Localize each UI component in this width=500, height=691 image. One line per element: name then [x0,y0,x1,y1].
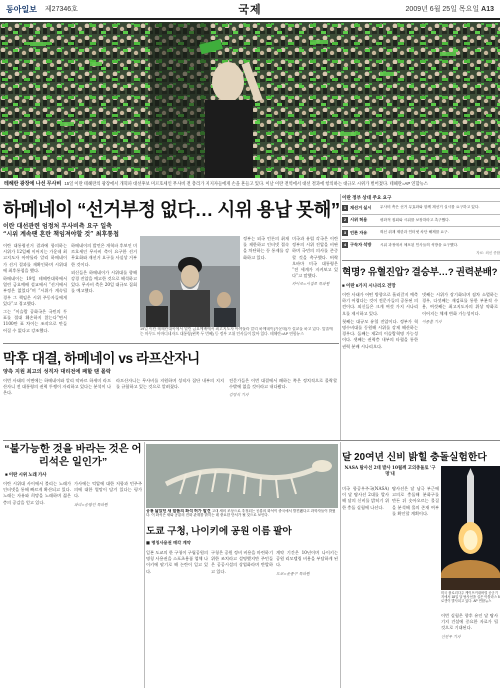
song-col-1 [3,481,71,686]
paragraph: 이번 실험은 향후 유인 달 탐사 기지 건설에 중요한 자료가 될 것으로 기대된다. [441,613,498,631]
divider [342,260,500,261]
sidebar-credit: 자료: 외신 종합 [476,251,500,255]
fossil-caption [146,509,338,522]
masthead [0,0,500,20]
column-divider [340,442,341,688]
byline: 도쿄=윤종구 특파원 [276,570,310,576]
scenario-col-1 [342,292,418,438]
main-story-col-1 [3,243,67,343]
paragraph: 이란 대통령선거 결과에 항의하는 시위가 12일째 이어지는 가운데 최고지도자 아야톨라 알리 하메네이가 선거 결과를 재확인하며 시위대에 최후통첩을 했다. [3,243,67,273]
row-label: 구속자 석방 [350,242,372,248]
main-story-col-3 [243,236,289,326]
scenario-kicker: ■ 이란 6가지 시나리오 전망 [342,283,396,288]
newspaper-logo: 동아일보 [6,4,37,14]
sidebar-label [342,230,380,236]
byline: 이종훈 기자 [422,318,442,324]
sermon-photo-caption: 19일 이란 테헤란대학에서 열린 금요예배에서 최고지도자 아야톨라 알리 하메네이(가운데)가 설교를 하고 있다. 앞줄에는 마무드 아마디네자드 대통령(왼쪽 두 번째) 등 정부 고위 인사들이 앉아 있다. 테헤란=AP 연합뉴스 [140,327,333,337]
fossil-photo [146,444,338,508]
row-desc: 외신 취재 제한과 인터넷 차단 해제를 요구. [380,230,449,235]
tokyo-kicker: ■ 명칭사용권 매각 계약 [146,540,191,545]
row-label: 언론 자유 [350,229,368,235]
row-label: 재선거 실시 [350,204,372,210]
paragraph: 계약 기간은 10년이며 나이키는 공원 리모델링 비용을 부담하게 된다. [276,550,338,568]
rivalry-headline: 막후 대결, 하메네이 vs 라프산자니 [3,351,200,366]
rivalry-subhead: 양측 지원 최고의 성직자 대리전에 패할 땐 몰락 [3,369,111,375]
paragraph: 가사에는 억압에 대한 저항과 민주주의에 대한 열망이 담겨 있다는 평가다. [74,481,142,499]
moon-col-2 [392,486,439,686]
column-divider [144,442,145,688]
section-title: 국제 [238,4,262,16]
song-col-2 [74,481,142,686]
sidebar-label [342,217,380,223]
paragraph: 일본 도쿄의 한 구청이 구립공원의 명칭 사용권을 스포츠용품 업체 나이키에 팔기로 해 논란이 일고 있다. [146,550,208,574]
main-subhead: 이란 대선관련 엄정처 무사비측 요구 일축 [3,223,112,230]
paragraph: 탐사선은 달 남극 부근에 고의로 충돌해 분화구를 만든 뒤 솟아오르는 물질을 분석해 물의 존재 여부를 확인할 계획이다. [392,486,439,516]
divider [3,343,339,344]
song-headline: “불가능한 것을 바라는 것은 어리석은 일인가” [4,444,142,468]
divider [3,440,500,441]
main-subhead: “시위 계속땐 혼란 책임져야할 것” 최후통첩 [3,231,119,238]
row-number: 4 [343,242,347,248]
tokyo-col-2 [211,550,273,686]
rivalry-col-2 [116,378,224,438]
demands-sidebar [342,194,500,256]
paragraph: 정부는 외국 언론의 취재를 제한하고 인터넷 접속을 차단하는 등 통제를 강화하고 있다. [243,236,289,260]
rivalry-col-1 [3,378,111,438]
column-divider [340,194,341,440]
sidebar-row [342,239,500,252]
paragraph: 라프산자니는 무사비를 지원하며 성직자 집단 내부의 지지를 규합하고 있는 것으로 알려졌다. [116,378,224,390]
paragraph: 이번 사태의 이면에는 하메네이와 알리 악바르 하셰미 라프산자니 전 대통령의 권력 투쟁이 자리하고 있다는 분석이 나온다. [3,378,111,396]
rocket-caption: 미국 플로리다주 케이프커내버럴 공군기지에서 18일 달 탐사선을 실은 아틀라스 5 로켓이 발사되고 있다. AP 연합뉴스 [441,591,500,604]
byline: 신진우 기자 [441,633,461,639]
byline: 파리=송평인 특파원 [74,501,108,507]
paragraph: 하메네이는 19일 테헤란대학에서 열린 금요예배 설교에서 “선거에서 부정은 없었다”며 “시위가 계속될 경우 그 책임은 시위 주동자들에게 있다”고 경고했다. [3,276,67,306]
paragraph: 미국과 유럽 각국은 이란 정부의 시위 진압을 비판하며 국민의 의사를 존중할 것을 촉구했다. 버락 오바마 미국 대통령은 “전 세계가 지켜보고 있다”고 말했다. [292,236,338,279]
sidebar-row [342,214,500,227]
paragraph: 외신들은 하메네이가 시위대를 향해 강경 진압을 예고한 것으로 해석하고 있다. 무사비 측은 20일 대규모 집회를 예고했다. [71,269,137,294]
page-number: A13 [481,6,494,13]
paragraph: 첫째는 대규모 유혈 진압이다. 정부가 혁명수비대를 동원해 시위를 강제 해산하는 경우다. 둘째는 제2의 이슬람혁명 가능성이다. 셋째는 권력층 내부의 타협을 통한 권력 분배 시나리오다. [342,318,418,349]
sidebar-row [342,226,500,239]
tokyo-col-1 [146,550,208,686]
main-story-col-2 [71,243,137,343]
song-kicker: ■ 이란 시위 노래 가사 [5,472,47,477]
paragraph: 넷째는 시위가 장기화되며 점차 소멸하는 경우, 다섯째는 재검표를 통한 부분적 수용, 여섯째는 최고지도자의 위상 약화로 이어지는 체제 변화 가능성이다. [422,292,498,316]
paragraph: 구청은 공원 정비 비용을 마련하기 위한 조치라고 설명했지만 주민들은 공공시설의 상업화라며 반발하고 있다. [211,550,273,574]
paragraph: 이란 사태가 어떤 방향으로 흘러갈지 예측하기 어렵다는 것이 전문가들의 공통된 의견이다. 외신들은 크게 여섯 가지 시나리오를 제시하고 있다. [342,292,418,316]
sidebar-title: 이란 정부 상대 주요 요구 [342,195,392,200]
sidebar-label [342,205,380,211]
rally-photo-caption [0,179,500,189]
moon-col-1 [342,486,389,686]
photo-caption-text: 15일 이란 테헤란의 광장에서 개혁파 대선후보 미르호세인 무사비 전 총리가 지지자들에게 손을 흔들고 있다. 이날 이란 전역에서 대선 결과에 항의하는 대규모 시위가 벌어졌다. 테헤란=AP 연합뉴스 [64,181,428,186]
byline: 김영식 기자 [229,392,249,398]
rocket-launch-photo [441,466,500,590]
moon-col-3 [441,613,498,686]
sidebar-row [342,201,500,214]
byline: 카이로=서정보 특파원 [292,281,330,287]
row-desc: 평화적 집회와 시위를 보장하라고 촉구했다. [380,217,450,222]
row-desc: 무사비 측은 선거 무효화와 함께 재선거 실시를 요구하고 있다. [380,205,480,210]
paragraph: 미국 항공우주국(NASA)이 달 탐사선 2대를 발사해 달의 신비를 밝히기 위한 충돌 실험에 나선다. [342,486,389,510]
scenario-col-2 [422,292,498,438]
paragraph: 그는 “이슬람 공화국은 국민의 투표를 절대 훼손하지 않는다”면서 1100만 표 차이는 조작으로 만들어질 수 없다고 강조했다. [3,309,67,333]
row-number: 2 [343,217,347,223]
paragraph: 하메네이의 발언은 개혁파 후보인 미르호세인 무사비 측이 요구한 선거 무효화와 재선거 요구를 사실상 거부한 것이다. [71,243,137,267]
scenario-headline: 혁명? 유혈진압? 결승부…? 권력분배? [342,267,498,278]
moon-headline: 달 20여년 신비 밝힐 충돌실험한다 [342,452,487,463]
main-headline: 하메네이 “선거부정 없다… 시위 용납 못해” [3,199,340,220]
paragraph: 전문가들은 이번 대결에서 패하는 쪽은 정치적으로 몰락할 수밖에 없을 것이라고 내다봤다. [229,378,337,390]
rivalry-col-3 [229,378,337,438]
row-number: 3 [343,229,347,235]
moon-kicker: NASA 탐사선 2대 발사 10월께 고의충돌로 '구멍'내 [344,466,436,477]
paragraph: 이란 시위대 사이에서 불리는 노래가 인터넷을 통해 빠르게 확산되고 있다. 노래는 자유와 희망을 노래하며 젊은층의 공감을 얻고 있다. [3,481,71,505]
photo-caption-title: 테헤란 광장에 나선 무사비 [4,181,62,187]
tokyo-headline: 도쿄 구청, 나이키에 공원 이름 팔아 [146,526,292,537]
row-label: 시위 허용 [350,217,368,223]
row-number: 1 [343,204,347,210]
fossil-caption-text: 고대 새의 조상으로 추정되는 공룡의 화석이 중국에서 발견됐다고 과학자들이 밝혔다. 이 화석은 새와 공룡의 진화 관계를 밝히는 데 중요한 단서가 될 것으로 보인다. [146,509,336,518]
row-desc: 시위 과정에서 체포된 인사들의 석방을 요구했다. [380,242,459,247]
issue-date: 2009년 6월 25일 목요일 A13 [405,6,494,13]
edition-number: 제27346호 [44,6,78,13]
rally-photo [0,22,500,178]
fossil-caption-title: 공룡 닮았던 새 발톱의 화석 허가 발견 [146,509,211,513]
sidebar-label [342,242,380,248]
tokyo-col-3 [276,550,338,686]
khamenei-sermon-photo [140,236,240,327]
main-story-col-4 [292,236,338,326]
